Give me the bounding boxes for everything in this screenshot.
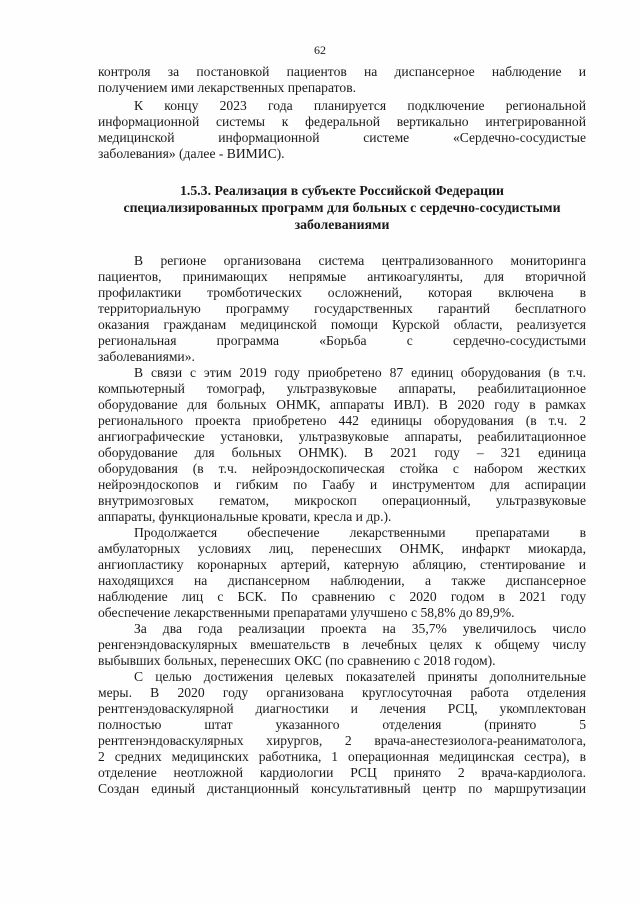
text-line: рентгенэндоваскулярных хирургов, 2 врача-анестезиолога-реаниматолога, [98, 733, 586, 748]
text-line: К концу 2023 года планируется подключение региональной [134, 98, 586, 113]
equipment-paragraph [98, 365, 586, 525]
text-line: За два года реализации проекта на 35,7% увеличилось число [134, 621, 586, 636]
text-line: региональная программа «Борьба с сердечно-сосудистыми [98, 333, 586, 348]
text-line: оборудование для больных ОНМК). В 2021 году – 321 единица [98, 445, 586, 460]
measures-paragraph [98, 669, 586, 797]
text-line: находящихся на диспансерном наблюдении, а также диспансерное [98, 573, 586, 588]
heading-line: специализированных программ для больных с сердечно-сосудистыми [123, 200, 561, 215]
page-number: 62 [314, 43, 326, 57]
text-line: ренгенэндоваскулярных вмешательств в лечебных целях к общему числу [98, 637, 586, 652]
monitoring-paragraph [98, 253, 586, 365]
text-line: ангиографические установки, ультразвуковые аппараты, реабилитационное [98, 429, 586, 444]
text-line: ангиопластику коронарных артерий, катерную абляцию, стентирование и [98, 557, 586, 572]
text-line: компьютерный томограф, ультразвуковые аппараты, реабилитационное [98, 381, 586, 396]
xray-paragraph [98, 621, 586, 669]
text-line: оборудование для больных ОНМК, аппараты ИВЛ). В 2020 году в рамках [98, 397, 586, 412]
text-line: пациентов, принимающих непрямые антикоагулянты, для вторичной [98, 269, 586, 284]
text-line: оказания гражданам медицинской помощи Курской области, реализуется [98, 317, 586, 332]
text-line: аппараты, функциональные кровати, кресла и др.). [98, 509, 392, 524]
text-line: заболевания» (далее - ВИМИС). [98, 146, 285, 161]
text-line: получением ими лекарственных препаратов. [98, 80, 357, 95]
text-line: Создан единый дистанционный консультативный центр по маршрутизации [98, 781, 586, 796]
text-line: амбулаторных условиях лиц, перенесших ОНМК, инфаркт миокарда, [98, 541, 586, 556]
text-line: рентгенэдоваскулярной диагностики и лечения РСЦ, укомплектован [98, 701, 586, 716]
text-line: 2 средних медицинских работника, 1 операционная медицинская сестра), в [98, 749, 586, 764]
vimis-paragraph [98, 98, 586, 162]
text-line: С целью достижения целевых показателей приняты дополнительные [134, 669, 586, 684]
text-line: отделение неотложной кардиологии РСЦ принято 2 врача-кардиолога. [98, 765, 586, 780]
text-line: нейроэндоскопов и гибким по Гаабу и инструментом для аспирации [98, 477, 586, 492]
text-line: наблюдение лиц с БСК. По сравнению с 2020 годом в 2021 году [98, 589, 586, 604]
section-heading [98, 182, 586, 233]
text-line: меры. В 2020 году организована круглосуточная работа отделения [98, 685, 586, 700]
text-line: В связи с этим 2019 году приобретено 87 единиц оборудования (в т.ч. [134, 365, 586, 380]
text-line: оборудования (в т.ч. нейроэндоскопическая стойка с набором жестких [98, 461, 586, 476]
text-line: полностью штат указанного отделения (принято 5 [98, 717, 586, 732]
text-line: заболеваниями». [98, 349, 195, 364]
heading-line: заболеваниями [294, 217, 390, 232]
text-line: профилактики тромботических осложнений, которая включена в [98, 285, 586, 300]
text-line: В регионе организована система централизованного мониторинга [134, 253, 586, 268]
text-line: контроля за постановкой пациентов на диспансерное наблюдение и [98, 64, 586, 79]
text-line: обеспечение лекарственными препаратами улучшено с 58,8% до 89,9%. [98, 605, 515, 620]
heading-line: 1.5.3. Реализация в субъекте Российской Федерации [179, 183, 505, 198]
intro-paragraph [98, 64, 586, 96]
text-line: информационной системы к федеральной вертикально интегрированной [98, 114, 586, 129]
drugs-paragraph [98, 525, 586, 621]
text-line: медицинской информационной системе «Сердечно-сосудистые [98, 130, 586, 145]
text-line: регионального проекта приобретено 442 единицы оборудования (в т.ч. 2 [98, 413, 586, 428]
page-content [98, 64, 586, 797]
text-line: выбывших больных, перенесших ОКС (по сравнению с 2018 годом). [98, 653, 496, 668]
text-line: внутримозговых гематом, микроскоп операционный, ультразвуковые [98, 493, 586, 508]
text-line: Продолжается обеспечение лекарственными препаратами в [134, 525, 586, 540]
text-line: территориальную программу государственных гарантий бесплатного [98, 301, 586, 316]
